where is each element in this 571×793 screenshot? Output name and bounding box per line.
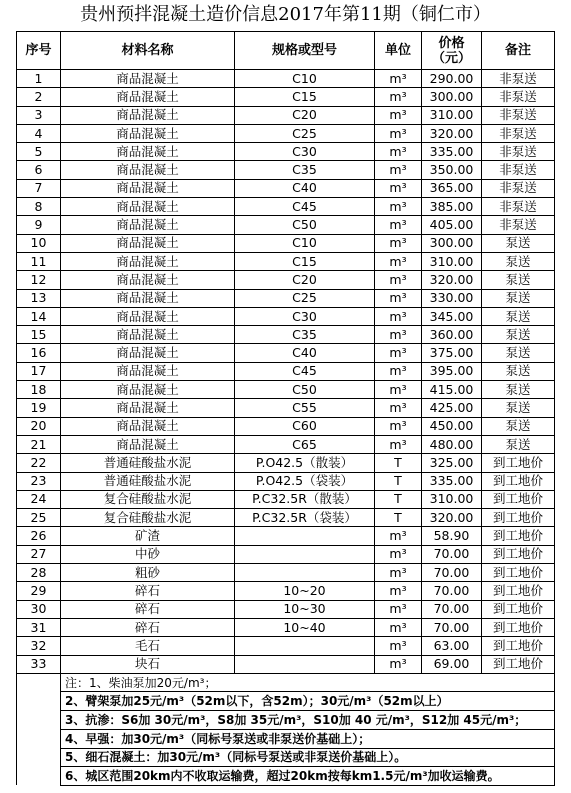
row-spec: C30 [235,143,375,161]
note-row [17,729,555,748]
row-remark: 泵送 [482,435,555,453]
table-row [17,582,555,600]
row-price: 480.00 [422,435,482,453]
row-name: 碎石 [61,582,235,600]
row-spec: P.O42.5（散装） [235,454,375,472]
row-price: 70.00 [422,582,482,600]
row-remark: 泵送 [482,344,555,362]
note-spacer [17,673,61,692]
row-price: 70.00 [422,545,482,563]
row-price: 310.00 [422,490,482,508]
row-spec: C50 [235,216,375,234]
row-name: 复合硅酸盐水泥 [61,490,235,508]
row-unit: m³ [375,582,422,600]
row-no: 22 [17,454,61,472]
row-remark: 到工地价 [482,527,555,545]
row-name: 普通硅酸盐水泥 [61,472,235,490]
row-unit: m³ [375,435,422,453]
row-remark: 到工地价 [482,600,555,618]
table-row [17,179,555,197]
row-price: 69.00 [422,655,482,673]
table-row [17,472,555,490]
row-name: 块石 [61,655,235,673]
row-remark: 到工地价 [482,509,555,527]
row-name: 中砂 [61,545,235,563]
row-spec: P.C32.5R（散装） [235,490,375,508]
table-row [17,509,555,527]
header-price-line2: （元） [431,50,471,66]
row-unit: T [375,490,422,508]
row-remark: 泵送 [482,362,555,380]
table-row [17,271,555,289]
row-spec [235,545,375,563]
row-unit: m³ [375,161,422,179]
row-spec: C15 [235,252,375,270]
row-unit: m³ [375,271,422,289]
table-row [17,381,555,399]
row-name: 商品混凝土 [61,216,235,234]
row-price: 385.00 [422,198,482,216]
table-row [17,600,555,618]
note-spacer [17,692,61,711]
row-name: 商品混凝土 [61,179,235,197]
row-no: 24 [17,490,61,508]
row-name: 毛石 [61,637,235,655]
row-no: 26 [17,527,61,545]
row-unit: m³ [375,70,422,88]
row-no: 6 [17,161,61,179]
row-unit: m³ [375,326,422,344]
row-unit: m³ [375,124,422,142]
row-spec: C20 [235,271,375,289]
row-price: 63.00 [422,637,482,655]
row-remark: 到工地价 [482,582,555,600]
note-row [17,748,555,767]
header-no: 序号 [17,32,61,70]
row-name: 商品混凝土 [61,326,235,344]
row-no: 5 [17,143,61,161]
row-price: 310.00 [422,252,482,270]
row-name: 商品混凝土 [61,271,235,289]
row-no: 21 [17,435,61,453]
row-unit: m³ [375,143,422,161]
row-no: 3 [17,106,61,124]
row-price: 325.00 [422,454,482,472]
row-no: 13 [17,289,61,307]
row-remark: 到工地价 [482,637,555,655]
row-remark: 非泵送 [482,179,555,197]
table-row [17,234,555,252]
table-row [17,527,555,545]
row-name: 碎石 [61,600,235,618]
row-remark: 泵送 [482,326,555,344]
row-spec: C40 [235,179,375,197]
row-no: 29 [17,582,61,600]
row-price: 365.00 [422,179,482,197]
row-spec [235,527,375,545]
row-spec: C40 [235,344,375,362]
note-line: 5、细石混凝土：加30元/m³（同标号泵送或非泵送价基础上）。 [61,748,555,767]
row-unit: m³ [375,307,422,325]
row-name: 碎石 [61,618,235,636]
row-remark: 泵送 [482,399,555,417]
row-no: 4 [17,124,61,142]
row-remark: 泵送 [482,381,555,399]
row-price: 310.00 [422,106,482,124]
row-spec [235,564,375,582]
row-unit: m³ [375,88,422,106]
row-name: 商品混凝土 [61,344,235,362]
row-spec: C60 [235,417,375,435]
row-price: 395.00 [422,362,482,380]
row-remark: 到工地价 [482,472,555,490]
row-spec: C15 [235,88,375,106]
row-spec: C55 [235,399,375,417]
row-unit: m³ [375,381,422,399]
row-name: 商品混凝土 [61,417,235,435]
table-row [17,70,555,88]
price-table [16,31,555,786]
row-remark: 到工地价 [482,564,555,582]
table-row [17,143,555,161]
row-spec: C45 [235,362,375,380]
header-unit: 单位 [375,32,422,70]
note-row [17,673,555,692]
row-unit: m³ [375,106,422,124]
table-row [17,252,555,270]
row-remark: 泵送 [482,417,555,435]
table-row [17,124,555,142]
row-name: 商品混凝土 [61,198,235,216]
note-spacer [17,767,61,786]
row-no: 33 [17,655,61,673]
note-spacer [17,711,61,730]
row-remark: 非泵送 [482,70,555,88]
note-spacer [17,729,61,748]
table-row [17,161,555,179]
note-row [17,767,555,786]
row-unit: m³ [375,179,422,197]
row-no: 7 [17,179,61,197]
row-price: 335.00 [422,472,482,490]
table-row [17,198,555,216]
row-price: 300.00 [422,88,482,106]
table-row [17,545,555,563]
row-unit: T [375,472,422,490]
header-price-line1: 价格 [438,35,465,51]
table-row [17,417,555,435]
row-name: 商品混凝土 [61,435,235,453]
row-spec: C65 [235,435,375,453]
row-no: 19 [17,399,61,417]
row-price: 320.00 [422,271,482,289]
row-no: 30 [17,600,61,618]
row-remark: 泵送 [482,234,555,252]
row-name: 商品混凝土 [61,289,235,307]
row-remark: 到工地价 [482,618,555,636]
row-price: 70.00 [422,618,482,636]
row-no: 31 [17,618,61,636]
row-unit: m³ [375,252,422,270]
row-unit: m³ [375,344,422,362]
row-spec: C20 [235,106,375,124]
row-remark: 非泵送 [482,198,555,216]
row-unit: m³ [375,655,422,673]
table-row [17,399,555,417]
row-price: 330.00 [422,289,482,307]
row-no: 25 [17,509,61,527]
row-spec: C25 [235,124,375,142]
table-row [17,88,555,106]
row-no: 18 [17,381,61,399]
row-remark: 泵送 [482,271,555,289]
row-price: 300.00 [422,234,482,252]
header-name: 材料名称 [61,32,235,70]
row-unit: m³ [375,362,422,380]
table-row [17,564,555,582]
row-no: 10 [17,234,61,252]
row-spec: 10~20 [235,582,375,600]
note-line: 注：1、柴油泵加20元/m³； [61,673,555,692]
row-spec: P.O42.5（袋装） [235,472,375,490]
table-row [17,289,555,307]
row-no: 20 [17,417,61,435]
row-unit: m³ [375,527,422,545]
row-unit: m³ [375,545,422,563]
table-row [17,655,555,673]
row-unit: T [375,454,422,472]
row-unit: m³ [375,289,422,307]
row-price: 320.00 [422,509,482,527]
row-remark: 泵送 [482,289,555,307]
table-row [17,454,555,472]
row-remark: 非泵送 [482,106,555,124]
note-line: 2、臂架泵加25元/m³（52m以下，含52m）；30元/m³（52m以上） [61,692,555,711]
row-spec: C25 [235,289,375,307]
row-name: 商品混凝土 [61,307,235,325]
row-unit: m³ [375,564,422,582]
row-price: 415.00 [422,381,482,399]
row-spec: 10~40 [235,618,375,636]
row-remark: 到工地价 [482,655,555,673]
row-spec: C35 [235,326,375,344]
row-name: 商品混凝土 [61,143,235,161]
table-row [17,344,555,362]
row-unit: m³ [375,234,422,252]
row-spec: C10 [235,70,375,88]
row-unit: T [375,509,422,527]
row-no: 11 [17,252,61,270]
row-remark: 泵送 [482,252,555,270]
row-name: 粗砂 [61,564,235,582]
row-name: 商品混凝土 [61,381,235,399]
row-unit: m³ [375,216,422,234]
row-no: 2 [17,88,61,106]
row-price: 450.00 [422,417,482,435]
row-no: 17 [17,362,61,380]
header-spec: 规格或型号 [235,32,375,70]
row-no: 27 [17,545,61,563]
row-remark: 非泵送 [482,88,555,106]
table-row [17,326,555,344]
row-unit: m³ [375,618,422,636]
row-name: 复合硅酸盐水泥 [61,509,235,527]
row-remark: 非泵送 [482,216,555,234]
note-line: 6、城区范围20km内不收取运输费，超过20km按每km1.5元/m³加收运输费。 [61,767,555,786]
row-name: 矿渣 [61,527,235,545]
row-spec [235,655,375,673]
row-remark: 非泵送 [482,161,555,179]
row-unit: m³ [375,399,422,417]
row-no: 8 [17,198,61,216]
header-remark: 备注 [482,32,555,70]
row-no: 15 [17,326,61,344]
row-unit: m³ [375,637,422,655]
row-no: 1 [17,70,61,88]
row-price: 350.00 [422,161,482,179]
row-spec: C35 [235,161,375,179]
table-row [17,216,555,234]
row-no: 23 [17,472,61,490]
table-row [17,637,555,655]
row-name: 商品混凝土 [61,124,235,142]
table-row [17,435,555,453]
row-price: 375.00 [422,344,482,362]
row-remark: 到工地价 [482,454,555,472]
row-unit: m³ [375,198,422,216]
row-no: 9 [17,216,61,234]
row-name: 商品混凝土 [61,252,235,270]
row-price: 320.00 [422,124,482,142]
row-spec: C30 [235,307,375,325]
row-remark: 到工地价 [482,490,555,508]
row-price: 290.00 [422,70,482,88]
row-no: 28 [17,564,61,582]
row-spec: C45 [235,198,375,216]
row-price: 360.00 [422,326,482,344]
note-row [17,711,555,730]
row-no: 32 [17,637,61,655]
row-name: 商品混凝土 [61,161,235,179]
table-row [17,106,555,124]
row-name: 商品混凝土 [61,362,235,380]
header-row [17,32,555,70]
table-row [17,362,555,380]
row-price: 345.00 [422,307,482,325]
row-remark: 非泵送 [482,124,555,142]
row-remark: 泵送 [482,307,555,325]
row-no: 12 [17,271,61,289]
row-spec [235,637,375,655]
row-spec: 10~30 [235,600,375,618]
row-name: 商品混凝土 [61,70,235,88]
row-price: 405.00 [422,216,482,234]
row-name: 普通硅酸盐水泥 [61,454,235,472]
table-row [17,490,555,508]
row-price: 70.00 [422,600,482,618]
note-line: 3、抗渗：S6加 30元/m³，S8加 35元/m³，S10加 40 元/m³，S12加 45元/m³； [61,711,555,730]
row-name: 商品混凝土 [61,399,235,417]
note-line: 4、早强：加30元/m³（同标号泵送或非泵送价基础上）； [61,729,555,748]
row-price: 58.90 [422,527,482,545]
document-title: 贵州预拌混凝土造价信息2017年第11期（铜仁市） [80,4,491,25]
row-name: 商品混凝土 [61,106,235,124]
row-spec: C10 [235,234,375,252]
row-unit: m³ [375,600,422,618]
row-no: 16 [17,344,61,362]
table-row [17,618,555,636]
header-price [422,32,482,70]
row-unit: m³ [375,417,422,435]
row-price: 425.00 [422,399,482,417]
row-price: 70.00 [422,564,482,582]
note-row [17,692,555,711]
row-no: 14 [17,307,61,325]
row-price: 335.00 [422,143,482,161]
row-remark: 到工地价 [482,545,555,563]
note-spacer [17,748,61,767]
row-name: 商品混凝土 [61,88,235,106]
row-remark: 非泵送 [482,143,555,161]
row-spec: C50 [235,381,375,399]
row-name: 商品混凝土 [61,234,235,252]
row-spec: P.C32.5R（袋装） [235,509,375,527]
table-row [17,307,555,325]
